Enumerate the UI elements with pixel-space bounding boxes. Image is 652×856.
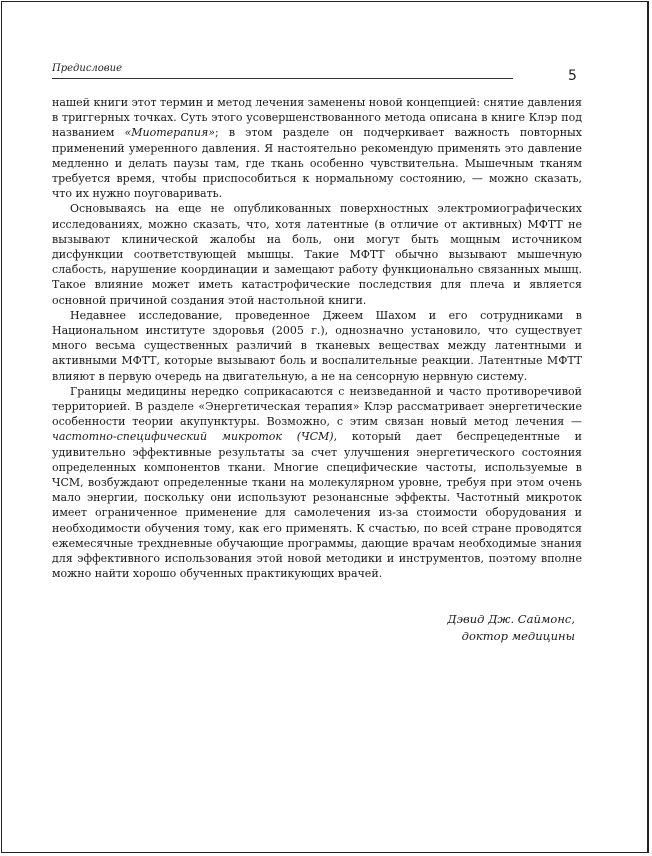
page-number: 5 bbox=[568, 68, 577, 84]
paragraph-4-text-c: , который дает беспрецедентные и удивительно эффективные результаты за счет улучшения энергетического состояния определенных компонентов ткани. Многие специфические частоты, используемые в ЧСМ, возбуждают определенные ткани на молекулярном уровне, требуя при этом очень мало энергии, поскольку они используют резонансные эффекты. Частотный микроток имеет ограниченное применение для самолечения из-за стоимости оборудования и необходимости обучения тому, как его применять. К счастью, по всей стране проводятся ежемесячные трехдневные обучающие программы, дающие врачам необходимые знания для эффективного использования этой новой методики и инструментов, поэтому вполне можно найти хорошо обученных практикующих врачей. bbox=[52, 430, 582, 581]
page-frame bbox=[1, 1, 649, 853]
paragraph-3: Недавнее исследование, проведенное Джеем Шахом и его сотрудниками в Национальном институте здоровья (2005 г.), однозначно установило, что существует много весьма существенных различий в тканевых веществах между латентными и активными МФТТ, которые вызывают боль и воспалительные реакции. Латентные МФТТ влияют в первую очередь на двигательную, а не на сенсорную нервную систему. bbox=[52, 308, 582, 383]
running-head: Предисловие bbox=[52, 63, 122, 74]
paragraph-1-text-c: ; в этом разделе он подчеркивает важность повторных применений умеренного давления. Я настоятельно рекомендую применять это давление медленно и делать паузы там, где ткань особенно чувствительна. Мышечным тканям требуется время, чтобы приспособиться к нормальному состоянию, — можно сказать, что их нужно поуговаривать. bbox=[52, 126, 583, 201]
signature-title: доктор медицины bbox=[461, 629, 575, 643]
book-title-emphasis: «Миотерапия» bbox=[124, 126, 215, 140]
term-emphasis: частотно-специфический микроток (ЧСМ) bbox=[52, 430, 334, 444]
signature bbox=[447, 611, 575, 645]
paragraph-4 bbox=[52, 384, 582, 582]
body-text bbox=[52, 95, 582, 582]
paragraph-4-text-a: Границы медицины нередко соприкасаются с неизведанной и часто противоречивой территорией. В разделе «Энергетическая терапия» Клэр рассматривает энергетические особенности теории акупунктуры. Возможно, с этим связан новый метод лечения — bbox=[52, 384, 582, 429]
paragraph-1-text-a: нашей книги этот термин и метод лечения заменены новой концепцией: снятие давления в триггерных точках. Суть этого усовершенствованного метода описана в книге Клэр под названием bbox=[52, 96, 582, 140]
paragraph-1 bbox=[52, 95, 582, 201]
signature-name: Дэвид Дж. Саймонс, bbox=[447, 612, 575, 626]
paragraph-2: Основываясь на еще не опубликованных поверхностных электромиографических исследованиях, можно сказать, что, хотя латентные (в отличие от активных) МФТТ не вызывают клинической жалобы на боль, они могут быть мощным источником дисфункции соответствующей мышцы. Такие МФТТ обычно вызывают мышечную слабость, нарушение координации и замещают работу функционально связанных мышц. Такое влияние может иметь катастрофические последствия для плеча и является основной причиной создания этой настольной книги. bbox=[52, 202, 582, 307]
header-rule bbox=[52, 78, 513, 79]
